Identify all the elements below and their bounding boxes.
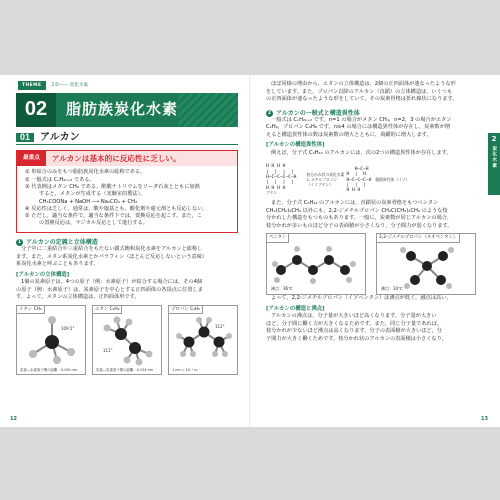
molecule-label: プロパン C₃H₈	[169, 306, 203, 314]
molecule-note: 炭素―水素原子間の距離：0.109 nm	[20, 367, 77, 372]
section-title: アルカン	[40, 132, 80, 143]
paragraph: 例えば，分子式 C₄H₁₀ のアルカンには，次の2つの構造異性体が存在します。	[271, 149, 452, 156]
paragraph	[16, 246, 238, 269]
paragraph-line: C₂H₆，プロパン C₃H₈ です。n≥4 の場合には構造異性体が存在し，炭素数が増	[266, 124, 451, 131]
side-note: 側鎖異性体（イソ）	[375, 177, 410, 183]
molecule-label: エタン C₂H₆	[93, 306, 122, 314]
propane-model	[169, 306, 239, 376]
subsection-title: アルカンの一般式と構造異性体	[276, 109, 360, 117]
subsection-number: 1	[17, 239, 22, 245]
theme-tag: THEME	[18, 81, 46, 90]
key-item: ⑤ ただし，適当な条件で，適当な条件下では，置換反応を起こす。また，こ	[25, 213, 202, 220]
molecule-note: 1 nm = 10⁻⁹ m	[172, 367, 198, 372]
bond-angle: 109.5°	[61, 325, 75, 331]
isomer-formulas	[266, 160, 480, 200]
neopentane-label: 2,2-ジメチルプロパン（ネオペンタン）	[377, 234, 460, 242]
bracket-heading: [アルカンの構造と沸点]	[266, 305, 325, 312]
paragraph-line: 分かれした構造をもつものもあります。一般に，炭素数が同じアルカンの場合，	[266, 215, 453, 222]
pentane-label: ペンタン	[267, 234, 289, 242]
boiling-point: 沸点：10℃	[381, 285, 403, 291]
subsection-number: 2	[267, 110, 272, 116]
paragraph-line: ほぼ同様の理由から，エタンの立体構造は，2個の正四面体が連なったような形	[271, 81, 456, 87]
page-number-left: 12	[10, 415, 17, 422]
key-item: すると，メタンが生成する（実験室的製法）。	[39, 191, 146, 198]
paragraph-line: 1個の炭素原子は，4つの原子（例：水素原子）が結合する場合には，その4個	[21, 279, 203, 286]
key-point-header	[17, 151, 237, 166]
branch-note: 枝分かれ状の炭化水素	[306, 172, 345, 178]
molecule-figures	[16, 305, 238, 375]
theme-row	[18, 81, 238, 90]
paragraph: よって，2,2-ジメチルプロパン（イソペンタン）は沸点が低く，融点は高い。	[271, 295, 452, 302]
key-item: ② 一般式は CₙH₂ₙ₊₂ である。	[25, 176, 95, 183]
key-point-tag: 最重点	[17, 151, 46, 166]
paragraph-line: す。よって，メタンの立体構造は，正四面体形です。	[16, 294, 140, 301]
isobutane-alt: （イソブタン）	[306, 181, 333, 187]
ethane-figure	[92, 305, 162, 375]
subsection-heading	[266, 110, 480, 117]
theme-number: 02	[16, 93, 56, 127]
paragraph	[266, 313, 480, 343]
right-page	[250, 75, 500, 427]
propane-figure	[168, 305, 238, 375]
left-page	[0, 75, 250, 427]
methane-model	[17, 306, 87, 376]
paragraph-line: 一般式は CₙH₂ₙ₊₂ です。n=1 の場合がメタン CH₄，n=2，3 の場合がエタン	[271, 116, 452, 123]
paragraph-line: ます。また，メタン系炭化水素とかパラフィン（ほとんど反応しないという意味）	[16, 253, 208, 260]
pentane-figure	[266, 233, 366, 295]
section-heading	[16, 133, 238, 145]
branch-note-group	[306, 173, 346, 187]
key-point-box	[16, 150, 238, 232]
book-spread	[0, 75, 500, 427]
theme-title: 脂肪族炭化水素	[66, 100, 179, 119]
subsection-title: アルカンの定義と立体構造	[26, 238, 98, 246]
chapter-tab-number: 2	[491, 135, 497, 143]
paragraph-line: をしています。また，プロパン以降のアルカン（直鎖）の立体構造は，いくつも	[266, 88, 453, 95]
paragraph-line: えると構造異性体の数は炭素数の増大とともに，飛躍的に増大します。	[266, 131, 432, 138]
paragraph	[266, 117, 480, 140]
page-number-right: 13	[481, 415, 488, 422]
methane-figure	[16, 305, 86, 375]
theme-banner	[16, 93, 238, 127]
key-point-text: アルカンは基本的に反応性に乏しい。	[51, 154, 181, 164]
key-item: の置換反応は，ラジカル反応として進行する。	[39, 220, 148, 227]
paragraph-line: また，分子式 C₅H₁₂ のアルカンには，直鎖状の炭素骨格をもつペンタン	[271, 200, 439, 207]
section-number: 01	[16, 133, 34, 142]
paragraph-line: 枝分かれが多いものほど分子の表面積が小さくなり，分子間力が弱くなります。	[266, 222, 453, 229]
paragraph-line: 分子中に二重結合や三重結合をもたない鎖式飽和炭化水素をアルカンと総称し	[21, 246, 203, 253]
key-item: ③ 代表例はメタン CH₄ である。酢酸ナトリウムをソーダ石灰とともに加熱	[25, 184, 200, 190]
butane-caption: ブタン	[266, 190, 278, 196]
paragraph-line: CH₃(CH₂)₃CH₃ 以外にも，2,2-ジメチルプロパン CH₃C(CH₃)₂CH₃ のような枝	[266, 207, 448, 214]
chapter-tab-text: 炭化水素	[491, 146, 497, 169]
bracket-heading: [アルカンの構造異性体]	[266, 142, 325, 149]
key-equation: CH₃COONa + NaOH ⟶ Na₂CO₃ + CH₄	[39, 198, 138, 205]
key-point-list	[17, 166, 237, 231]
molecule-note: 炭素―炭素原子間の距離：0.154 nm	[96, 367, 153, 372]
chapter-label: 2章―― 炭化水素	[51, 82, 89, 88]
boiling-point: 沸点：36℃	[271, 285, 293, 291]
isobutane-formula: H–C–H H | H H–C–C–C–H | | | H H H	[346, 166, 372, 194]
bond-angle: 112°	[215, 323, 225, 329]
paragraph-line: 子間力が大きく働くためです。枝分かれ状のアルカンの表面積は小さくなり，	[266, 335, 447, 342]
isobutane-caption: 2-メチルプロパン	[306, 177, 338, 183]
paragraph-line: アルカンの沸点は，分子量が大きいほど高くなります。分子量が大きい	[271, 313, 437, 320]
bond-angle: 111°	[103, 347, 113, 353]
paragraph-line: の正四面体が連なったような形をしていて，その炭素骨格は折れ線状になります。	[266, 96, 458, 102]
paragraph	[266, 81, 480, 104]
pentane-figures	[266, 233, 480, 295]
paragraph	[266, 200, 480, 230]
paragraph-line: の原子（例：水素原子）は，炭素原子を中心とする正四面体の各頂点に位置しま	[16, 286, 203, 293]
paragraph-line: 系炭化水素と呼ぶこともあります。	[16, 261, 99, 268]
neopentane-figure	[376, 233, 476, 295]
key-item: ① 単結合のみをもつ脂肪族炭化水素の総称である。	[25, 169, 146, 176]
paragraph-line: ほど，分子間に働く力が大きくなるためです。また，同じ分子量であれば，	[266, 320, 442, 327]
paragraph-line: 枝分かれが少ないほど沸点は高くなります。分子の表面積が大きいほど，分	[266, 328, 442, 335]
molecule-label: メタン CH₄	[17, 306, 45, 314]
butane-formula: H H H H | | | | H–C–C–C–C–H | | | | H H H H ブタン	[266, 164, 297, 196]
bracket-heading: [アルカンの立体構造]	[16, 271, 70, 278]
chapter-tab	[488, 133, 500, 195]
paragraph	[16, 279, 238, 302]
ethane-model	[93, 306, 163, 376]
key-item: ④ 反応性は乏しく，通常は，酸や塩基とも，酸化剤や還元剤とも反応しない。	[25, 205, 208, 212]
